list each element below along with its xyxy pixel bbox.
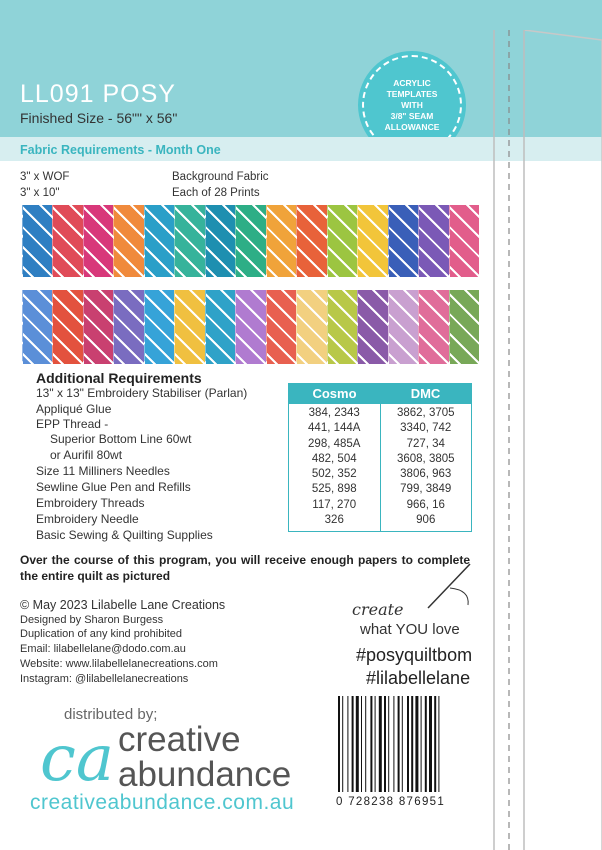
stitched-edge-graphic bbox=[484, 30, 602, 850]
email: Email: lilabellelane@dodo.com.au bbox=[20, 643, 186, 655]
barcode-bar bbox=[384, 696, 386, 792]
req-item: EPP Thread - bbox=[36, 417, 109, 431]
additional-heading: Additional Requirements bbox=[36, 370, 202, 386]
fabric-swatch bbox=[22, 290, 52, 364]
fabric-swatch bbox=[113, 290, 143, 364]
barcode-bar bbox=[411, 696, 413, 792]
fabric-swatch bbox=[113, 205, 143, 277]
req-item: Embroidery Threads bbox=[36, 496, 145, 510]
fabric-swatch bbox=[388, 205, 418, 277]
fabric-swatch bbox=[144, 205, 174, 277]
badge-line: TEMPLATES bbox=[386, 88, 438, 99]
cosmo-header: Cosmo bbox=[312, 386, 357, 401]
barcode-bar bbox=[375, 696, 376, 792]
thread-code: 3340, 742 bbox=[400, 422, 452, 435]
thread-code: 117, 270 bbox=[312, 498, 357, 511]
duplication-note: Duplication of any kind prohibited bbox=[20, 628, 183, 640]
barcode-bar bbox=[356, 696, 359, 792]
thread-code: 298, 485A bbox=[308, 437, 361, 450]
fabric-swatch bbox=[22, 205, 52, 277]
fabric-strip-1 bbox=[22, 205, 479, 277]
fabric-swatch bbox=[357, 205, 387, 277]
thread-code: 3862, 3705 bbox=[396, 407, 455, 419]
logo-creative: creative bbox=[118, 720, 241, 759]
barcode-bar bbox=[365, 696, 366, 792]
badge-line: 3/8" SEAM bbox=[390, 110, 434, 121]
fabric-swatch bbox=[52, 205, 82, 277]
logo-abundance: abundance bbox=[118, 755, 292, 794]
hashtag-posy: #posyquiltbom bbox=[356, 645, 473, 665]
distributor-url: creativeabundance.com.au bbox=[30, 791, 295, 814]
designer: Designed by Sharon Burgess bbox=[20, 614, 164, 626]
fabric-swatch bbox=[205, 290, 235, 364]
thread-code: 906 bbox=[416, 514, 436, 527]
distributed-by: distributed by; bbox=[64, 706, 158, 723]
dmc-header: DMC bbox=[410, 386, 441, 401]
thread-code: 525, 898 bbox=[311, 483, 357, 496]
fabric-swatch bbox=[52, 290, 82, 364]
fabric-swatch bbox=[449, 205, 479, 277]
fabric-swatch bbox=[174, 290, 204, 364]
thread-table bbox=[288, 383, 472, 532]
fabric-heading: Fabric Requirements - Month One bbox=[20, 143, 221, 157]
badge-line: ACRYLIC bbox=[393, 77, 431, 88]
fabric-swatch bbox=[83, 290, 113, 364]
thread-code: 384, 2343 bbox=[308, 407, 360, 419]
needle-icon bbox=[420, 560, 480, 610]
thread-code: 482, 504 bbox=[311, 452, 357, 465]
website: Website: www.lilabellelanecreations.com bbox=[20, 658, 218, 670]
instagram: Instagram: @lilabellelanecreations bbox=[20, 673, 189, 685]
fabric-swatch bbox=[327, 290, 357, 364]
badge-line: ALLOWANCE bbox=[384, 121, 440, 132]
finished-size: Finished Size - 56"" x 56" bbox=[20, 110, 178, 126]
slogan-create: create bbox=[352, 600, 404, 619]
prints-label: Each of 28 Prints bbox=[172, 187, 260, 199]
fabric-swatch bbox=[266, 205, 296, 277]
thread-code: 3806, 963 bbox=[400, 468, 452, 481]
fabric-swatch bbox=[449, 290, 479, 364]
fabric-swatch bbox=[174, 205, 204, 277]
fabric-swatch bbox=[418, 290, 448, 364]
fabric-swatch bbox=[327, 205, 357, 277]
pattern-title: LL091 POSY bbox=[20, 80, 176, 108]
badge-line: WITH bbox=[401, 99, 423, 110]
barcode-bar bbox=[434, 696, 436, 792]
barcode-bar bbox=[402, 696, 403, 792]
cosmo-column bbox=[289, 404, 380, 531]
fabric-strip-2 bbox=[22, 290, 479, 364]
barcode-number: 0 728238 876951 bbox=[336, 796, 446, 808]
req-item: Embroidery Needle bbox=[36, 512, 139, 526]
barcode bbox=[336, 696, 476, 794]
fabric-swatch bbox=[144, 290, 174, 364]
thread-code: 326 bbox=[324, 514, 344, 527]
fabric-swatch bbox=[357, 290, 387, 364]
barcode-bar bbox=[421, 696, 422, 792]
barcode-bar bbox=[415, 696, 418, 792]
barcode-bar bbox=[379, 696, 382, 792]
fabric-swatch bbox=[235, 290, 265, 364]
program-note: Over the course of this program, you will receive enough papers to complete the entire quilt as pictured bbox=[20, 553, 470, 583]
thread-code: 727, 34 bbox=[406, 437, 445, 450]
req-item: Appliqué Glue bbox=[36, 402, 112, 416]
barcode-bar bbox=[407, 696, 409, 792]
barcode-bar bbox=[370, 696, 372, 792]
fabric-swatch bbox=[266, 290, 296, 364]
fabric-swatch bbox=[388, 290, 418, 364]
fabric-swatch bbox=[235, 205, 265, 277]
barcode-bar bbox=[342, 696, 343, 792]
req-item: or Aurifil 80wt bbox=[50, 448, 123, 462]
thread-code: 799, 3849 bbox=[400, 483, 452, 496]
req-item: Size 11 Milliners Needles bbox=[36, 464, 170, 478]
req-item: 13" x 13" Embroidery Stabiliser (Parlan) bbox=[36, 386, 248, 400]
barcode-bar bbox=[338, 696, 340, 792]
slogan-love: what YOU love bbox=[360, 621, 460, 638]
barcode-bar bbox=[361, 696, 362, 792]
thread-code: 441, 144A bbox=[308, 422, 361, 435]
req-item: Basic Sewing & Quilting Supplies bbox=[36, 528, 213, 542]
hashtag-lilabelle: #lilabellelane bbox=[366, 668, 471, 688]
background-fabric-label: Background Fabric bbox=[172, 171, 269, 183]
barcode-bar bbox=[352, 696, 354, 792]
dmc-column bbox=[380, 404, 472, 531]
fabric-swatch bbox=[296, 290, 326, 364]
fabric-swatch bbox=[83, 205, 113, 277]
creative-abundance-logo-mark: ca bbox=[40, 722, 114, 796]
barcode-bar bbox=[425, 696, 427, 792]
cut-wof: 3" x WOF bbox=[20, 171, 70, 183]
barcode-bar bbox=[429, 696, 432, 792]
barcode-bar bbox=[388, 696, 389, 792]
barcode-bar bbox=[438, 696, 439, 792]
thread-code: 966, 16 bbox=[406, 498, 445, 511]
req-item: Superior Bottom Line 60wt bbox=[50, 432, 192, 446]
copyright: © May 2023 Lilabelle Lane Creations bbox=[20, 598, 226, 612]
thread-code: 3608, 3805 bbox=[396, 452, 455, 465]
req-item: Sewline Glue Pen and Refills bbox=[36, 480, 191, 494]
barcode-bar bbox=[398, 696, 400, 792]
barcode-bar bbox=[393, 696, 394, 792]
fabric-swatch bbox=[296, 205, 326, 277]
fabric-swatch bbox=[205, 205, 235, 277]
cut-10: 3" x 10" bbox=[20, 187, 60, 199]
fabric-swatch bbox=[418, 205, 448, 277]
barcode-bar bbox=[347, 696, 348, 792]
thread-code: 502, 352 bbox=[311, 468, 357, 481]
